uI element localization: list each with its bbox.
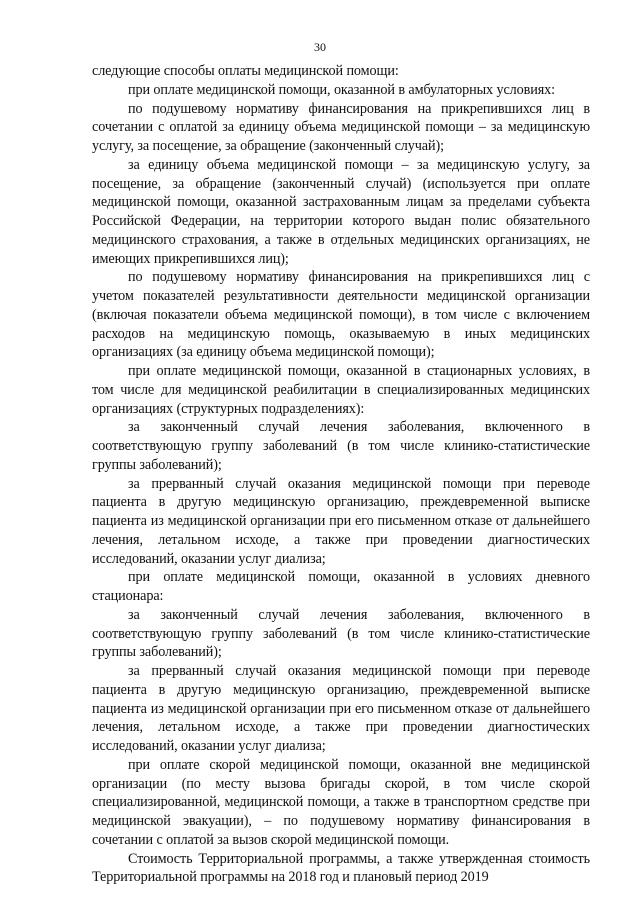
paragraph: Стоимость Территориальной программы, а также утвержденная стоимость Территориальной программы на 2018 год и плановый период 2019	[92, 850, 590, 886]
paragraph: по подушевому нормативу финансирования на прикрепившихся лиц с учетом показателей результативности деятельности медицинской организации (включая показатели объема медицинской помощи), в том числе с включением расходов на медицинскую помощь, оказываемую в иных медицинских организациях (за единицу объема медицинской помощи);	[92, 269, 590, 361]
paragraph: за прерванный случай оказания медицинской помощи при переводе пациента в другую медицинскую организацию, преждевременной выписке пациента из медицинской организации при его письменном отказе от дальнейшего лечения, летальном исходе, а также при проведении диагностических исследований, оказании услуг диализа;	[92, 475, 590, 567]
paragraph: при оплате скорой медицинской помощи, оказанной вне медицинской организации (по месту вызова бригады скорой, в том числе скорой специализированной, медицинской помощи, а также в транспортном средстве при медицинской эвакуации), – по подушевому нормативу финансирования в сочетании с оплатой за вызов скорой медицинской помощи.	[92, 756, 590, 848]
paragraph: следующие способы оплаты медицинской помощи:	[92, 63, 399, 79]
paragraph: при оплате медицинской помощи, оказанной в амбулаторных условиях:	[128, 81, 555, 98]
paragraph: за единицу объема медицинской помощи – за медицинскую услугу, за посещение, за обращение (законченный случай) (используется при оплате медицинской помощи, оказанной застрахованным лицам за пределами субъекта Российской Федерации, на территории которого выдан полис обязательного медицинского страхования, а также в отдельных медицинских организациях, не имеющих прикрепившихся лиц);	[92, 156, 590, 267]
paragraph: при оплате медицинской помощи, оказанной в условиях дневного стационара:	[92, 569, 590, 604]
paragraph: при оплате медицинской помощи, оказанной в стационарных условиях, в том числе для медицинской реабилитации в специализированных медицинских организациях (структурных подразделениях):	[92, 363, 590, 417]
document-body	[92, 62, 590, 887]
paragraph: по подушевому нормативу финансирования на прикрепившихся лиц в сочетании с оплатой за единицу объема медицинской помощи – за медицинскую услугу, за посещение, за обращение (законченный случай);	[92, 100, 590, 154]
paragraph: за прерванный случай оказания медицинской помощи при переводе пациента в другую медицинскую организацию, преждевременной выписке пациента из медицинской организации при его письменном отказе от дальнейшего лечения, летальном исходе, а также при проведении диагностических исследований, оказании услуг диализа;	[92, 663, 590, 754]
paragraph: за законченный случай лечения заболевания, включенного в соответствующую группу заболеваний (в том числе клинико-статистические группы заболеваний);	[92, 606, 590, 661]
paragraph: за законченный случай лечения заболевания, включенного в соответствующую группу заболеваний (в том числе клинико-статистические группы заболеваний);	[92, 419, 590, 473]
page-number: 30	[314, 40, 326, 54]
